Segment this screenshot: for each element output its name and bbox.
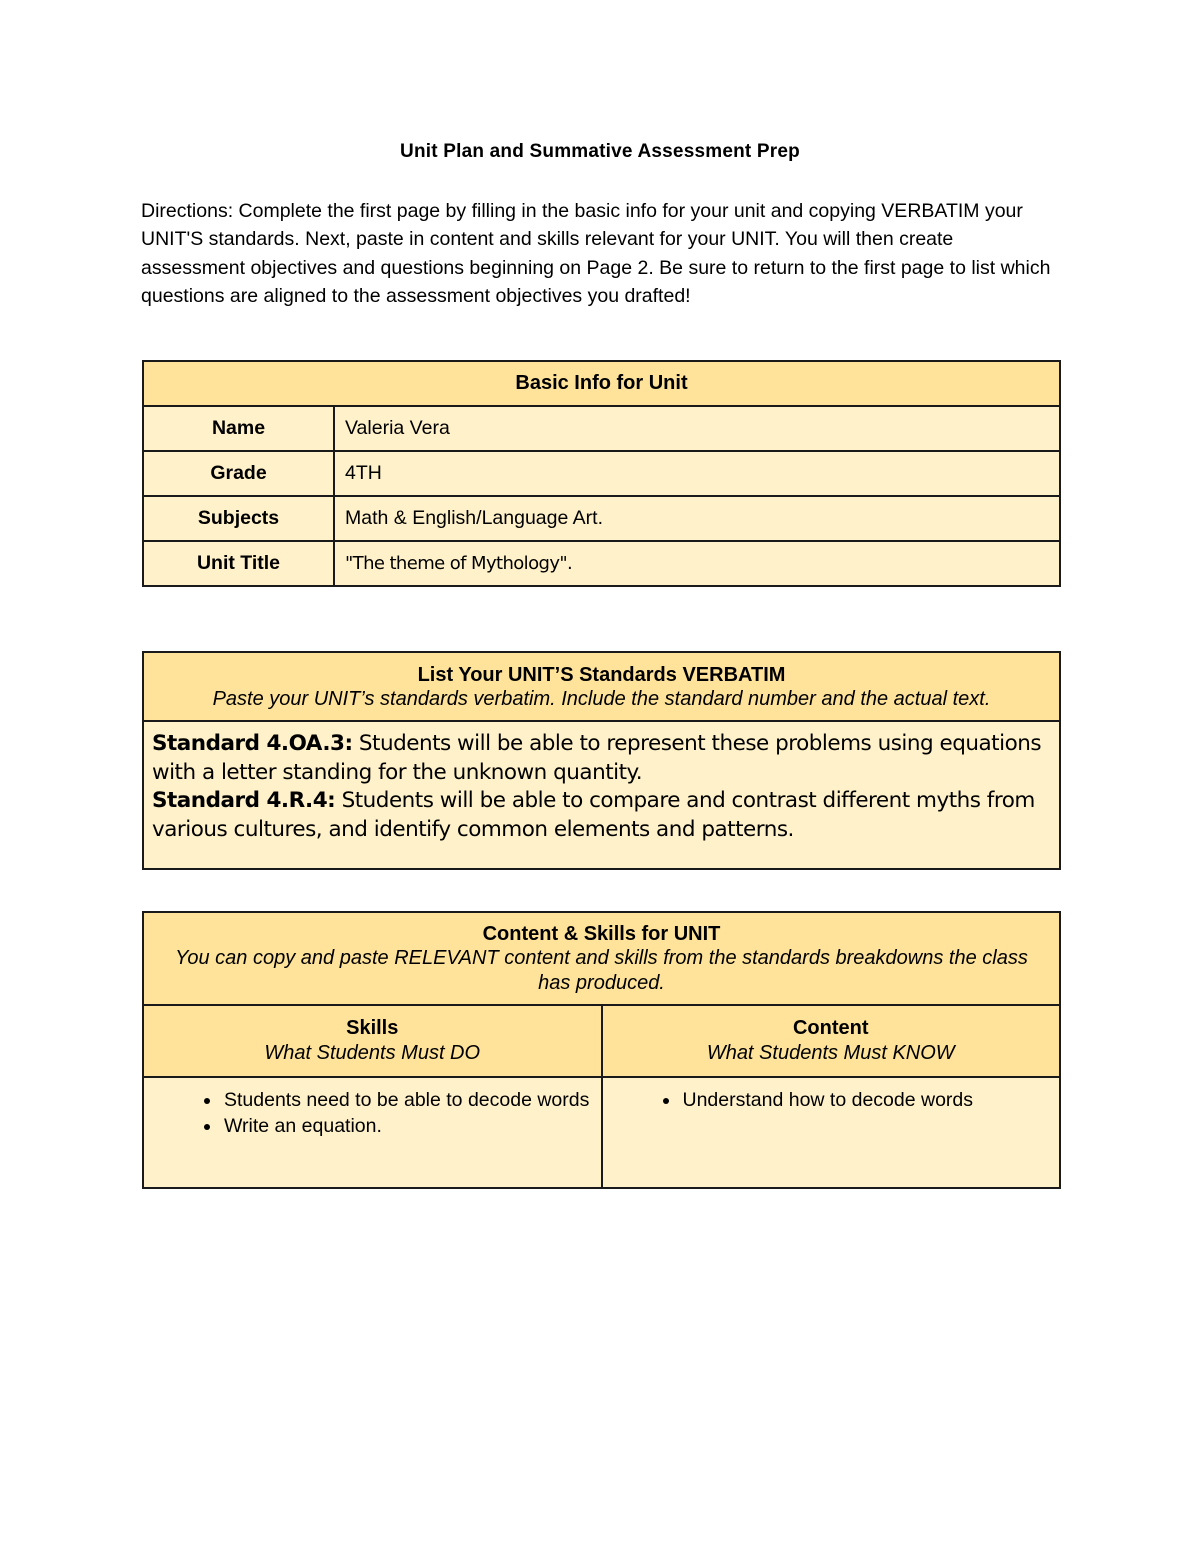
table-row	[143, 541, 1060, 586]
skills-list-cell	[143, 1077, 602, 1188]
name-value: Valeria Vera	[334, 406, 1060, 451]
standard-code: Standard 4.OA.3:	[152, 731, 353, 756]
skills-subtitle: What Students Must DO	[264, 1042, 481, 1064]
grade-value: 4TH	[334, 451, 1060, 496]
table-row	[143, 451, 1060, 496]
table-row	[143, 406, 1060, 451]
directions-text: Directions: Complete the first page by filling in the basic info for your unit and copying VERBATIM your UNIT'S standards. Next, paste in content and skills relevant for your UNIT. You will then create assessment objectives and questions beginning on Page 2. Be sure to return to the first page to list which questions are aligned to the assessment objectives you drafted!	[141, 200, 1051, 307]
list-item: • Students need to be able to decode words	[222, 1088, 591, 1114]
standard-text: Students will be able to compare and contrast different myths from various cultures, and identify common elements and patterns.	[152, 788, 1035, 842]
content-list-cell	[602, 1077, 1061, 1188]
name-label: Name	[143, 406, 334, 451]
skills-list	[154, 1088, 591, 1139]
basic-info-header: Basic Info for Unit	[143, 361, 1060, 406]
unit-title-value: "The theme of Mythology".	[334, 541, 1060, 586]
content-subtitle: What Students Must KNOW	[706, 1042, 955, 1064]
content-title: Content	[792, 1017, 869, 1039]
standards-body	[143, 721, 1060, 869]
standard-text: Students will be able to represent these problems using equations with a letter standing for the unknown quantity.	[152, 731, 1042, 785]
unit-title-label: Unit Title	[143, 541, 334, 586]
grade-label: Grade	[143, 451, 334, 496]
content-list	[613, 1088, 1050, 1114]
basic-info-table	[142, 360, 1061, 587]
skills-title: Skills	[346, 1017, 399, 1039]
standards-subheader: Paste your UNIT’s standards verbatim. Include the standard number and the actual text.	[212, 687, 991, 710]
content-skills-header: Content & Skills for UNIT	[482, 922, 721, 945]
content-skills-header-cell	[143, 912, 1060, 1005]
list-item: • Understand how to decode words	[681, 1088, 1050, 1114]
subjects-label: Subjects	[143, 496, 334, 541]
list-item: • Write an equation.	[222, 1114, 591, 1140]
standards-table	[142, 651, 1061, 870]
standard-item	[152, 730, 1051, 787]
content-header-cell	[602, 1005, 1061, 1077]
content-skills-subheader: You can copy and paste RELEVANT content and skills from the standards breakdowns the class has produced.	[175, 947, 1028, 994]
table-row	[143, 496, 1060, 541]
page-title: Unit Plan and Summative Assessment Prep	[400, 141, 800, 162]
standard-item	[152, 787, 1051, 844]
skills-header-cell	[143, 1005, 602, 1077]
subjects-value: Math & English/Language Art.	[334, 496, 1060, 541]
standard-code: Standard 4.R.4:	[152, 788, 336, 813]
standards-header-cell	[143, 652, 1060, 721]
standards-header: List Your UNIT’S Standards VERBATIM	[417, 663, 786, 686]
content-skills-table	[142, 911, 1061, 1189]
